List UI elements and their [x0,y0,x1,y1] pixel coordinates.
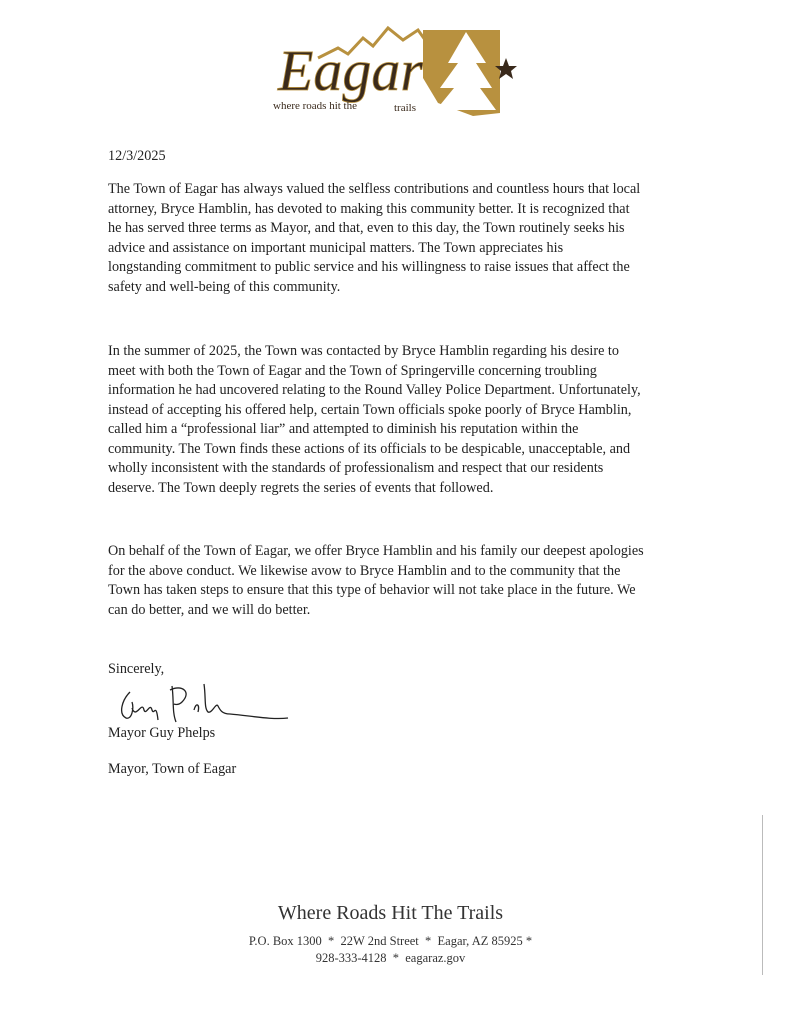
footer-slogan: Where Roads Hit The Trails [277,902,504,924]
paragraph-3 [108,542,644,620]
text-line: instead of accepting his offered help, certain Town officials spoke poorly of Bryce Hamblin, [108,401,632,418]
text-line: deserve. The Town deeply regrets the series of events that followed. [108,479,494,496]
text-line: In the summer of 2025, the Town was contacted by Bryce Hamblin regarding his desire to [108,343,619,359]
text-line: meet with both the Town of Eagar and the Town of Springerville concerning troubling [108,362,597,379]
text-line: attorney, Bryce Hamblin, has devoted to making this community better. It is recognized that [108,200,630,217]
svg-text:where roads hit the: where roads hit the [273,100,357,112]
text-line: longstanding commitment to public service and his willingness to raise issues that affect the [108,259,630,275]
text-line: can do better, and we will do better. [108,601,311,618]
text-line: Town has taken steps to ensure that this type of behavior will not take place in the future. We [108,582,636,598]
signer-name: Mayor Guy Phelps [108,725,216,741]
footer-address: P.O. Box 1300 * 22W 2nd Street * Eagar, AZ 85925 * [248,934,533,948]
paragraph-1 [108,180,640,297]
svg-text:Eagar: Eagar [278,38,423,103]
text-line: information he had uncovered relating to the Round Valley Police Department. Unfortunately, [108,382,641,398]
text-line: called him a “professional liar” and attempted to diminish his reputation within the [108,421,579,437]
text-line: for the above conduct. We likewise avow to Bryce Hamblin and to the community that the [108,562,621,579]
text-line: advice and assistance on important municipal matters. The Town appreciates his [108,239,564,256]
signature [112,680,292,728]
text-line: On behalf of the Town of Eagar, we offer Bryce Hamblin and his family our deepest apologies [108,543,644,559]
footer-phone-web: 928-333-4128 * eagaraz.gov [315,951,466,965]
text-line: he has served three terms as Mayor, and that, even to this day, the Town routinely seeks his [108,220,625,236]
text-line: community. The Town finds these actions of its officials to be despicable, unacceptable, and [108,440,631,457]
text-line: The Town of Eagar has always valued the selfless contributions and countless hours that local [108,181,641,197]
eagar-logo [268,18,518,128]
signer-title: Mayor, Town of Eagar [108,761,237,777]
text-line: wholly inconsistent with the standards of professionalism and respect that our residents [108,460,604,476]
footer-contact [0,933,781,967]
paragraph-2 [108,342,641,498]
text-line: safety and well-being of this community. [108,278,341,295]
closing: Sincerely, [108,661,165,677]
letter-date: 12/3/2025 [108,148,166,164]
svg-text:trails: trails [394,102,416,114]
scan-edge-divider [762,815,763,975]
